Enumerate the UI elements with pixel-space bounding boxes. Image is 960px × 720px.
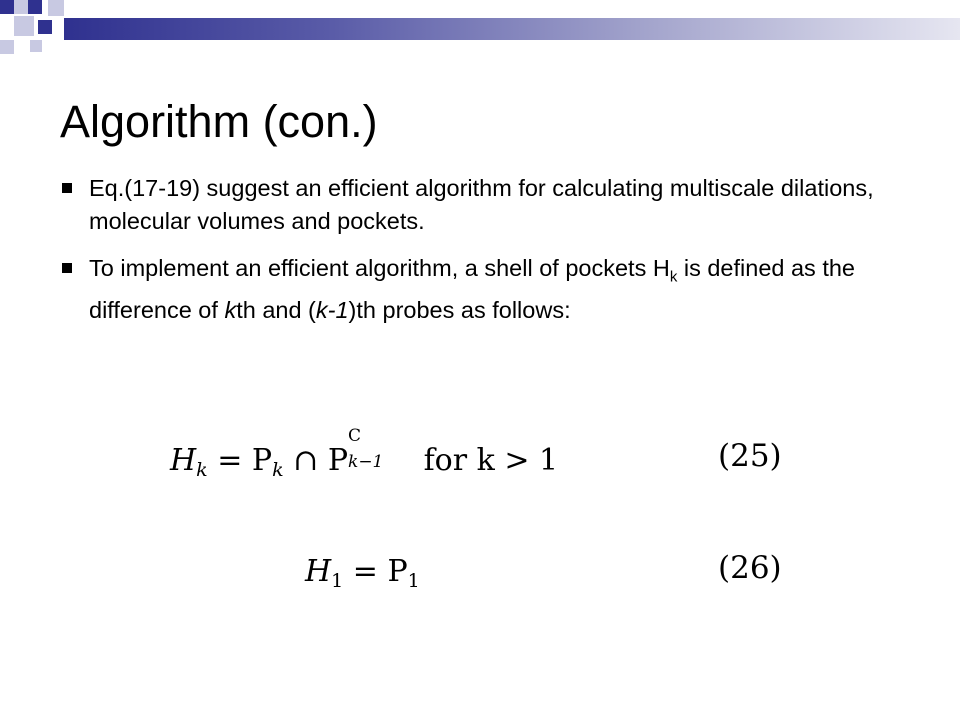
deco-square xyxy=(30,40,42,52)
slide-title: Algorithm (con.) xyxy=(60,96,378,147)
eq-supsub xyxy=(348,426,400,472)
eq-subscript: 1 xyxy=(331,570,344,592)
bullet-square-icon xyxy=(62,263,72,273)
bullet-item xyxy=(62,172,902,238)
deco-square xyxy=(14,0,28,14)
deco-square xyxy=(0,40,14,54)
eq-subscript: k xyxy=(272,459,284,481)
deco-square xyxy=(38,20,52,34)
equation-number: (25) xyxy=(718,438,782,474)
eq-operator: = P xyxy=(343,554,408,589)
equation-25 xyxy=(170,426,559,481)
header-gradient-bar xyxy=(64,18,960,40)
deco-square xyxy=(0,0,14,14)
italic-text: k xyxy=(224,296,237,323)
bullet-text: To implement an efficient algorithm, a shell of pockets H xyxy=(89,255,670,281)
eq-symbol: H xyxy=(170,443,197,478)
deco-square xyxy=(14,16,34,36)
eq-operator: ∩ P xyxy=(283,443,349,478)
eq-superscript: C xyxy=(348,426,362,446)
deco-square xyxy=(48,0,64,16)
header-decoration xyxy=(0,0,960,60)
bullet-item xyxy=(62,252,902,327)
eq-condition: for k > 1 xyxy=(423,443,559,478)
deco-square xyxy=(28,0,42,14)
eq-subscript: k−1 xyxy=(348,452,384,472)
bullet-text: is defined as the difference of xyxy=(89,255,856,323)
bullet-text: th and ( xyxy=(236,296,316,323)
bullet-list xyxy=(62,172,902,341)
italic-text: k-1 xyxy=(315,296,349,323)
equation-26 xyxy=(305,554,420,592)
equation-number: (26) xyxy=(718,550,782,586)
eq-subscript: 1 xyxy=(407,570,420,592)
bullet-square-icon xyxy=(62,183,72,193)
subscript: k xyxy=(669,268,678,286)
eq-subscript: k xyxy=(196,459,208,481)
bullet-text: Eq.(17-19) suggest an efficient algorithm for calculating multiscale dilations, molecular volumes and pockets. xyxy=(89,175,874,234)
bullet-text: )th probes as follows: xyxy=(348,296,571,323)
eq-symbol: H xyxy=(305,554,332,589)
eq-operator: = P xyxy=(207,443,273,478)
